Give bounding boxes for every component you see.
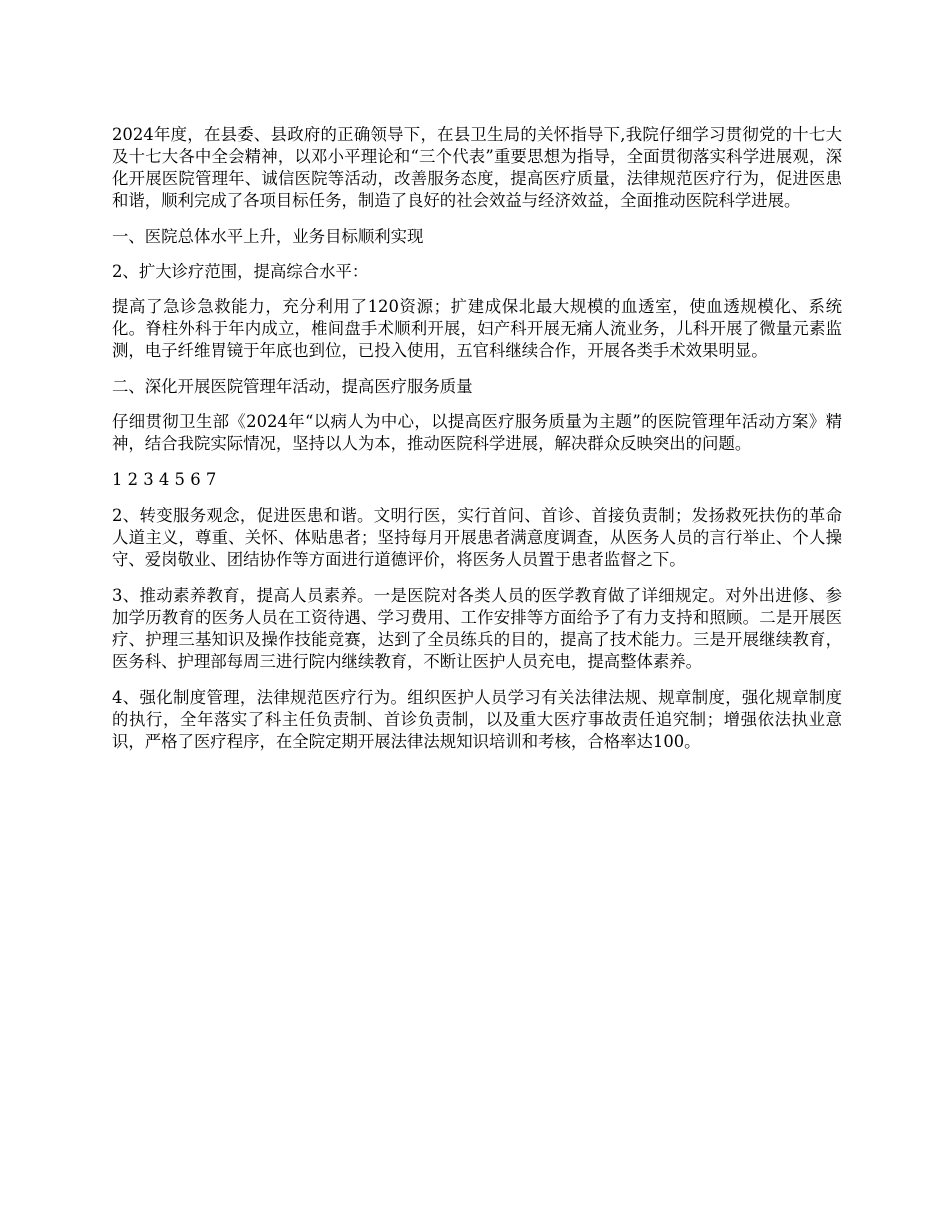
intro-paragraph: 2024年度，在县委、县政府的正确领导下，在县卫生局的关怀指导下,我院仔细学习贯彻党的十七大及十七大各中全会精神，以邓小平理论和“三个代表”重要思想为指导，全面贯彻落实科学进展观，深化开展医院管理年、诚信医院等活动，改善服务态度，提高医疗质量，法律规范医疗行为，促进医患和谐，顺利完成了各项目标任务，制造了良好的社会效益与经济效益，全面推动医院科学进展。 (112, 125, 842, 210)
system-management-paragraph: 4、强化制度管理，法律规范医疗行为。组织医护人员学习有关法律法规、规章制度，强化规章制度的执行，全年落实了科主任负责制、首诊负责制，以及重大医疗事故责任追究制；增强依法执业意识，严格了医疗程序，在全院定期开展法律法规知识培训和考核，合格率达100。 (112, 688, 842, 751)
section-heading-2: 二、深化开展医院管理年活动，提高医疗服务质量 (112, 377, 473, 396)
diagnosis-scope-paragraph: 提高了急诊急救能力，充分利用了120资源；扩建成保北最大规模的血透室，使血透规模化、系统化。脊柱外科于年内成立，椎间盘手术顺利开展，妇产科开展无痛人流业务，儿科开展了微量元素监测，电子纤维胃镜于年底也到位，已投入使用，五官科继续合作，开展各类手术效果明显。 (112, 297, 842, 360)
numbered-sequence: 1 2 3 4 5 6 7 (112, 470, 217, 489)
document-body (112, 124, 842, 767)
quality-education-paragraph: 3、推动素养教育，提高人员素养。一是医院对各类人员的医学教育做了详细规定。对外出进修、参加学历教育的医务人员在工资待遇、学习费用、工作安排等方面给予了有力支持和照顾。二是开展医疗、护理三基知识及操作技能竞赛，达到了全员练兵的目的，提高了技术能力。三是开展继续教育，医务科、护理部每周三进行院内继续教育，不断让医护人员充电，提高整体素养。 (112, 586, 842, 671)
service-concept-paragraph: 2、转变服务观念，促进医患和谐。文明行医，实行首问、首诊、首接负责制；发扬救死扶伤的革命人道主义，尊重、关怀、体贴患者；坚持每月开展患者满意度调查，从医务人员的言行举止、个人操守、爱岗敬业、团结协作等方面进行道德评价，将医务人员置于患者监督之下。 (112, 506, 842, 569)
management-year-paragraph: 仔细贯彻卫生部《2024年“以病人为中心，以提高医疗服务质量为主题”的医院管理年活动方案》精神，结合我院实际情况，坚持以人为本，推动医院科学进展，解决群众反映突出的问题。 (112, 412, 842, 453)
section-heading-1: 一、医院总体水平上升，业务目标顺利实现 (112, 227, 424, 246)
subsection-heading-2: 2、扩大诊疗范围，提高综合水平： (112, 262, 369, 281)
